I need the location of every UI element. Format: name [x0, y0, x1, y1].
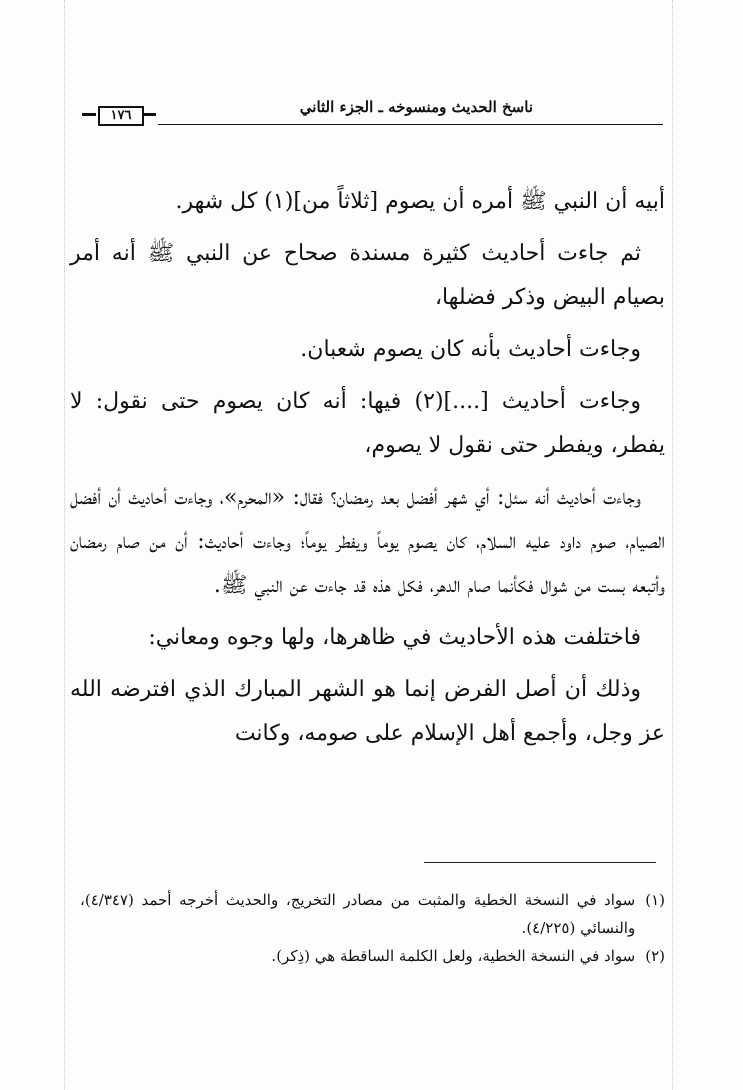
main-text — [70, 180, 665, 764]
header-rule — [158, 124, 663, 125]
paragraph: وجاءت أحاديث أنه سئل: أي شهر أفضل بعد رمضان؟ فقال: «المحرم»، وجاءت أحاديث أن أفضل الصيام، صوم داود عليه السلام، كان يصوم يوماً ويفطر يوماً؛ وجاءت أحاديث: أن من صام رمضان وأتبعه بست من شوال فكأنما صام الدهر، فكل هذه قد جاءت عن النبي ﷺ. — [70, 485, 665, 598]
paragraph: وجاءت أحاديث [....](٢) فيها: أنه كان يصوم حتى نقول: لا يفطر، ويفطر حتى نقول لا يصوم، — [70, 389, 665, 458]
page-number: ١٧٦ — [98, 106, 144, 126]
footnote — [80, 886, 665, 942]
footnote-text: سواد في النسخة الخطية، ولعل الكلمة الساقطة هي (ذِكر). — [271, 947, 636, 965]
paragraph: وذلك أن أصل الفرض إنما هو الشهر المبارك الذي افترضه الله عز وجل، وأجمع أهل الإسلام على صومه، وكانت — [70, 677, 665, 746]
header-dash — [82, 113, 96, 116]
footnote-number: (٢) — [645, 947, 665, 965]
paragraph: ثم جاءت أحاديث كثيرة مسندة صحاح عن النبي ﷺ أنه أمر بصيام البيض وذكر فضلها، — [70, 241, 665, 310]
running-header — [82, 96, 663, 132]
footnote-separator — [424, 862, 656, 863]
header-dash — [144, 113, 156, 116]
footnote — [80, 942, 665, 970]
running-title: ناسخ الحديث ومنسوخه ـ الجزء الثاني — [299, 98, 533, 116]
footnote-text: سواد في النسخة الخطية والمثبت من مصادر التخريج، والحديث أخرجه أحمد (٤/٣٤٧)، والنسائي (٤/٢٢٥). — [80, 891, 636, 937]
footnotes — [80, 886, 665, 970]
paragraph: أبيه أن النبي ﷺ أمره أن يصوم [ثلاثاً من](١) كل شهر. — [175, 189, 665, 214]
margin-guide — [64, 0, 65, 1090]
paragraph: فاختلفت هذه الأحاديث في ظاهرها، ولها وجوه ومعاني: — [148, 625, 641, 650]
footnote-number: (١) — [645, 891, 665, 909]
paragraph: وجاءت أحاديث بأنه كان يصوم شعبان. — [300, 337, 641, 362]
margin-guide — [672, 0, 673, 1090]
